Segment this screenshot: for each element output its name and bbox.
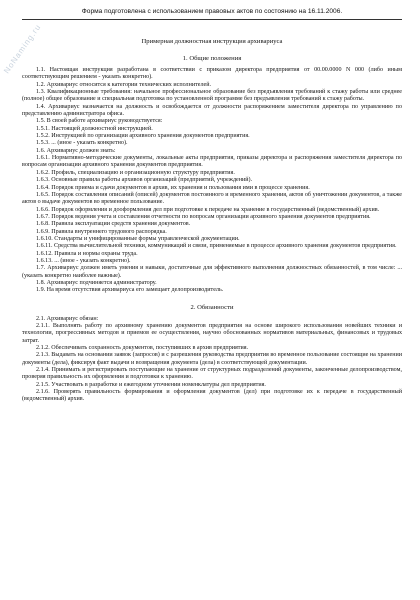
paragraph: 1.6.11. Средства вычислительной техники, коммуникаций и связи, применяемые в процессе архивного хранения документов предприятия. bbox=[36, 243, 397, 250]
watermark: NoNaming.ru bbox=[2, 22, 43, 76]
paragraph: 1.4. Архивариус назначается на должность и освобождается от должности распоряжением заместителя директора по управлению по представлению администратора офиса. bbox=[22, 103, 402, 118]
paragraph: 1.1. Настоящая инструкция разработана в соответствии с приказом директора предприятия от 00.00.0000 N 000 (либо иным соответствующим решением - указать конкретно). bbox=[22, 67, 402, 81]
paragraph: 2.1.1. Выполнять работу по архивному хранению документов предприятия на основе широкого использования новейших техники и технологии, прогрессивных методов и приемов ее осуществления, научно обоснованных нормативов материальных, финансовых и трудовых затрат. bbox=[22, 323, 402, 344]
form-header: Форма подготовлена с использованием правовых актов по состоянию на 16.11.2006. bbox=[22, 8, 402, 20]
paragraph: 1.6.1. Нормативно-методические документы, локальные акты предприятия, приказы директора и распоряжения заместителя директора по вопросам организации архивного хранения документов предприятия. bbox=[22, 155, 402, 169]
paragraph: 1.9. На время отсутствия архивариуса его замещает делопроизводитель. bbox=[36, 287, 224, 294]
paragraph: 1.6.4. Порядок приема и сдачи документов в архив, их хранения и пользования ими в процессе хранения. bbox=[36, 184, 310, 191]
paragraph: 2.1.6. Проверять правильность формирования и оформления документов (дел) при подготовке их к передаче в государственный (ведомственный) архив. bbox=[22, 389, 402, 403]
paragraph: 1.7. Архивариус должен иметь умения и навыки, достаточные для эффективного выполнения должностных обязанностей, в том числе: ... (указать конкретно наиболее важные). bbox=[22, 265, 402, 279]
document-page bbox=[22, 8, 402, 596]
paragraph: 1.6.9. Правила внутреннего трудового распорядка. bbox=[36, 228, 167, 235]
paragraph: 1.6.6. Порядок оформления и дооформления дел при подготовке к передаче на хранение в государственный (ведомственный) архив. bbox=[36, 206, 380, 213]
document-title: Примерная должностная инструкция архивариуса bbox=[141, 38, 283, 45]
section-2-title: 2. Обязанности bbox=[190, 303, 234, 311]
section-1-body bbox=[22, 67, 402, 295]
paragraph: 1.6.7. Порядок ведения учета и составления отчетности по вопросам организации архивного хранения документов предприятия. bbox=[36, 213, 371, 220]
paragraph: 2.1.2. Обеспечивать сохранность документов, поступивших в архив предприятия. bbox=[36, 345, 249, 352]
paragraph: 1.5.2. Инструкцией по организации архивного хранения документов предприятия. bbox=[36, 133, 250, 140]
paragraph: 1.8. Архивариус подчиняется администратору. bbox=[36, 279, 157, 286]
paragraph: 1.5.3. ... (иное - указать конкретно). bbox=[36, 140, 128, 147]
paragraph: 2.1.3. Выдавать на основании заявок (запросов) и с разрешения руководства предприятия во временное пользование состоящие на хранении документы (дела), фиксируя факт выдачи и возвращения документа (дела) в соответствующей документации. bbox=[22, 352, 402, 366]
paragraph: 2.1.5. Участвовать в разработке и ежегодном уточнении номенклатуры дел предприятия. bbox=[36, 381, 266, 388]
paragraph: 1.6.10. Стандарты и унифицированные формы управленческой документации. bbox=[36, 235, 240, 242]
paragraph: 1.3. Квалификационные требования: начальное профессиональное образование без предъявления требований к стажу работы или среднее (полное) общее образование и специальная подготовка по установленной программе без предъявления требований к стажу работы. bbox=[22, 89, 402, 103]
paragraph: 1.2. Архивариус относится к категории технических исполнителей. bbox=[36, 81, 212, 88]
section-1-title: 1. Общие положения bbox=[182, 55, 242, 62]
paragraph: 1.6.12. Правила и нормы охраны труда. bbox=[36, 250, 138, 257]
paragraph: 1.6.8. Правила эксплуатации средств хранения документов. bbox=[36, 221, 191, 228]
section-2-body bbox=[22, 316, 402, 404]
paragraph: 1.6.3. Основные правила работы архивов организаций (предприятий, учреждений). bbox=[36, 177, 253, 184]
paragraph: 1.6. Архивариус должен знать: bbox=[36, 147, 116, 154]
paragraph: 1.5. В своей работе архивариус руководствуется: bbox=[36, 118, 163, 125]
paragraph: 2.1.4. Принимать и регистрировать поступающие на хранение от структурных подразделений документы, законченные делопроизводством, проверяя правильность их оформления и подготовки к хранению. bbox=[22, 367, 402, 381]
paragraph: 1.5.1. Настоящей должностной инструкцией. bbox=[36, 125, 153, 132]
paragraph: 1.6.2. Профиль, специализацию и организационную структуру предприятия. bbox=[36, 169, 235, 176]
paragraph: 1.6.5. Порядок составления описаний (описей) документов постоянного и временного хранения, актов об уничтожении документов, а также актов о выдаче документов во временное пользование. bbox=[22, 191, 402, 206]
paragraph: 1.6.13. ... (иное - указать конкретно). bbox=[36, 257, 131, 264]
paragraph: 2.1. Архивариус обязан: bbox=[36, 315, 99, 322]
